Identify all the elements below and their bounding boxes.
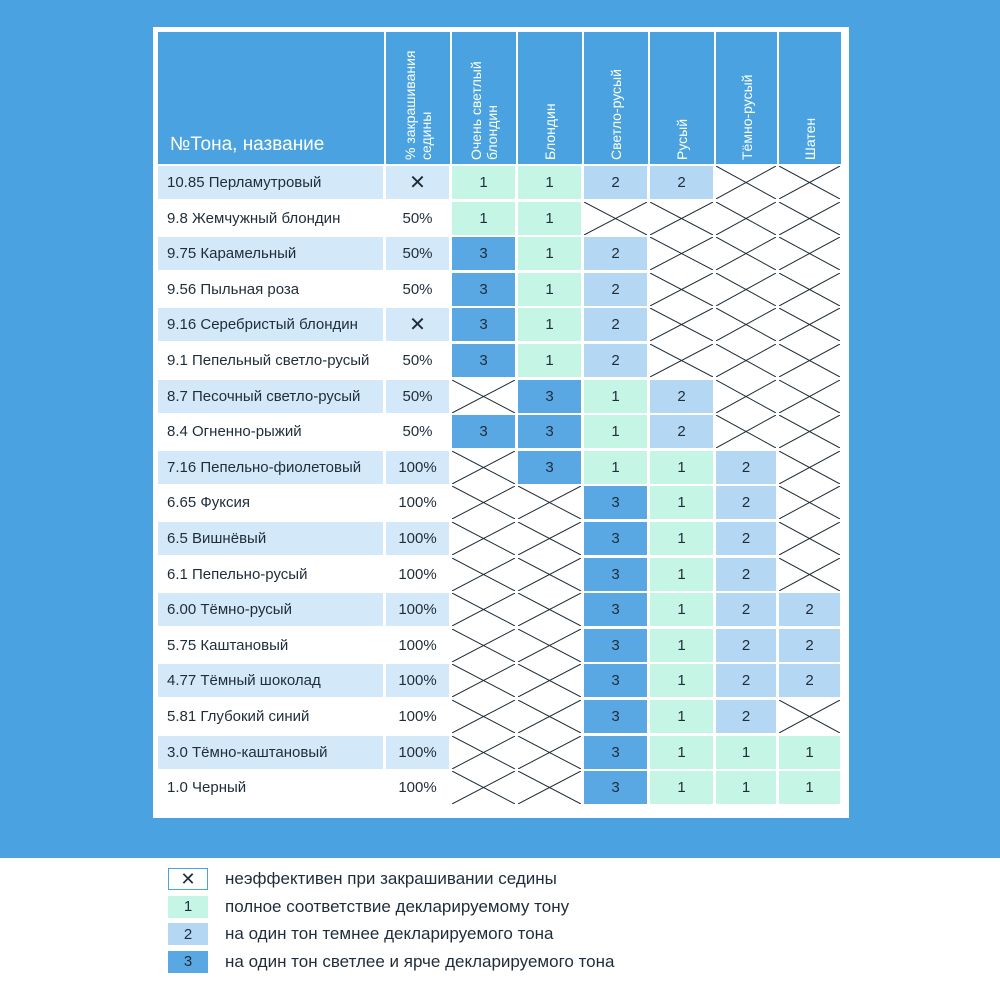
header-column-0 [386, 32, 450, 164]
not-applicable-cross-icon [779, 451, 840, 484]
not-applicable-cross-icon [650, 202, 713, 235]
value-cell: 3 [518, 451, 581, 484]
not-applicable-cross-icon [779, 486, 840, 519]
not-applicable-cross-icon [650, 308, 713, 341]
not-applicable-cross-icon [518, 664, 581, 697]
value-cell: 1 [716, 736, 776, 769]
row-name: 8.4 Огненно-рыжий [158, 415, 383, 448]
header-column-label: % закрашивания седины [402, 50, 434, 160]
not-applicable-cross-icon [716, 202, 776, 235]
value-cell: 3 [584, 771, 647, 804]
value-cell: 3 [518, 415, 581, 448]
row-gray-coverage: 50% [386, 202, 449, 235]
row-name: 9.75 Карамельный [158, 237, 383, 270]
shade-table [153, 27, 849, 818]
not-applicable-cross-icon [779, 700, 840, 733]
value-cell: 3 [452, 273, 515, 306]
row-gray-coverage: ✕ [386, 308, 449, 341]
row-gray-coverage: 100% [386, 771, 449, 804]
not-applicable-cross-icon [518, 522, 581, 555]
row-name: 6.5 Вишнёвый [158, 522, 383, 555]
legend-cross-icon: ✕ [168, 868, 208, 890]
value-cell: 3 [452, 308, 515, 341]
not-applicable-cross-icon [716, 308, 776, 341]
legend-text: полное соответствие декларируемому тону [225, 896, 570, 916]
header-column-1 [452, 32, 516, 164]
not-applicable-cross-icon [452, 629, 515, 662]
header-column-label: Тёмно-русый [738, 74, 755, 160]
row-name: 6.1 Пепельно-русый [158, 558, 383, 591]
value-cell: 1 [650, 486, 713, 519]
legend-item [168, 868, 768, 892]
value-cell: 1 [518, 202, 581, 235]
not-applicable-cross-icon [518, 593, 581, 626]
legend-item [168, 923, 768, 947]
value-cell: 1 [650, 736, 713, 769]
value-cell: 1 [650, 629, 713, 662]
not-applicable-cross-icon [518, 486, 581, 519]
not-applicable-cross-icon [518, 558, 581, 591]
row-gray-coverage: 100% [386, 700, 449, 733]
row-name: 8.7 Песочный светло-русый [158, 380, 383, 413]
header-column-label: Светло-русый [608, 69, 624, 160]
not-applicable-cross-icon [518, 629, 581, 662]
not-applicable-cross-icon [779, 522, 840, 555]
not-applicable-cross-icon [650, 273, 713, 306]
row-name: 5.75 Каштановый [158, 629, 383, 662]
value-cell: 2 [716, 629, 776, 662]
value-cell: 1 [518, 166, 581, 199]
value-cell: 2 [650, 380, 713, 413]
value-cell: 3 [584, 700, 647, 733]
not-applicable-cross-icon [716, 380, 776, 413]
not-applicable-cross-icon [779, 237, 840, 270]
value-cell: 2 [584, 344, 647, 377]
row-name: 10.85 Перламутровый [158, 166, 383, 199]
not-applicable-cross-icon [452, 593, 515, 626]
value-cell: 1 [779, 736, 840, 769]
row-gray-coverage: 100% [386, 664, 449, 697]
not-applicable-cross-icon [779, 380, 840, 413]
value-cell: 2 [716, 700, 776, 733]
row-name: 5.81 Глубокий синий [158, 700, 383, 733]
not-applicable-cross-icon [779, 273, 840, 306]
legend-text: на один тон светлее и ярче декларируемого тона [225, 951, 615, 971]
value-cell: 3 [584, 558, 647, 591]
value-cell: 3 [584, 664, 647, 697]
value-cell: 1 [518, 273, 581, 306]
row-name: 9.16 Серебристый блондин [158, 308, 383, 341]
header-column-3 [584, 32, 648, 164]
header-column-2 [518, 32, 582, 164]
row-name: 6.00 Тёмно-русый [158, 593, 383, 626]
value-cell: 1 [650, 593, 713, 626]
value-cell: 2 [584, 166, 647, 199]
not-applicable-cross-icon [518, 700, 581, 733]
not-applicable-cross-icon [452, 451, 515, 484]
value-cell: 1 [650, 664, 713, 697]
row-name: 6.65 Фуксия [158, 486, 383, 519]
value-cell: 1 [584, 415, 647, 448]
value-cell: 2 [584, 273, 647, 306]
value-cell: 1 [650, 771, 713, 804]
value-cell: 1 [452, 202, 515, 235]
row-gray-coverage: 50% [386, 273, 449, 306]
not-applicable-cross-icon [452, 771, 515, 804]
value-cell: 2 [584, 237, 647, 270]
row-gray-coverage: 100% [386, 558, 449, 591]
value-cell: 2 [716, 486, 776, 519]
row-gray-coverage: ✕ [386, 166, 449, 199]
not-applicable-cross-icon [716, 237, 776, 270]
value-cell: 3 [584, 486, 647, 519]
not-applicable-cross-icon [779, 308, 840, 341]
value-cell: 2 [716, 593, 776, 626]
not-applicable-cross-icon [452, 664, 515, 697]
value-cell: 1 [584, 451, 647, 484]
not-applicable-cross-icon [716, 166, 776, 199]
value-cell: 1 [584, 380, 647, 413]
legend-text: неэффективен при закрашивании седины [225, 869, 557, 888]
value-cell: 1 [650, 522, 713, 555]
value-cell: 2 [779, 664, 840, 697]
legend-swatch-1: 1 [168, 896, 208, 918]
value-cell: 3 [584, 593, 647, 626]
not-applicable-cross-icon [452, 700, 515, 733]
value-cell: 1 [650, 558, 713, 591]
header-column-5 [716, 32, 777, 164]
header-column-4 [650, 32, 714, 164]
not-applicable-cross-icon [452, 522, 515, 555]
value-cell: 3 [452, 344, 515, 377]
value-cell: 3 [584, 629, 647, 662]
not-applicable-cross-icon [779, 166, 840, 199]
value-cell: 1 [518, 344, 581, 377]
value-cell: 2 [779, 593, 840, 626]
value-cell: 3 [518, 380, 581, 413]
row-gray-coverage: 100% [386, 593, 449, 626]
not-applicable-cross-icon [518, 736, 581, 769]
value-cell: 1 [650, 451, 713, 484]
row-name: 9.1 Пепельный светло-русый [158, 344, 383, 377]
value-cell: 2 [716, 558, 776, 591]
header-column-6 [779, 32, 841, 164]
not-applicable-cross-icon [452, 736, 515, 769]
row-name: 9.56 Пыльная роза [158, 273, 383, 306]
not-applicable-cross-icon [716, 273, 776, 306]
value-cell: 3 [452, 237, 515, 270]
legend-item [168, 896, 768, 920]
row-gray-coverage: 50% [386, 344, 449, 377]
value-cell: 1 [518, 308, 581, 341]
value-cell: 2 [650, 415, 713, 448]
not-applicable-cross-icon [518, 771, 581, 804]
value-cell: 1 [779, 771, 840, 804]
header-column-label: Блондин [542, 103, 558, 160]
not-applicable-cross-icon [452, 380, 515, 413]
not-applicable-cross-icon [779, 558, 840, 591]
legend-swatch-3: 3 [168, 951, 208, 973]
not-applicable-cross-icon [584, 202, 647, 235]
value-cell: 1 [650, 700, 713, 733]
value-cell: 2 [779, 629, 840, 662]
not-applicable-cross-icon [779, 344, 840, 377]
not-applicable-cross-icon [779, 415, 840, 448]
not-applicable-cross-icon [452, 558, 515, 591]
legend-swatch-2: 2 [168, 923, 208, 945]
header-name-column: №Тона, название [158, 32, 384, 164]
value-cell: 2 [716, 522, 776, 555]
header-column-label: Русый [674, 118, 690, 160]
row-gray-coverage: 50% [386, 237, 449, 270]
value-cell: 3 [452, 415, 515, 448]
row-name: 1.0 Черный [158, 771, 383, 804]
value-cell: 2 [650, 166, 713, 199]
value-cell: 1 [452, 166, 515, 199]
header-column-label: Шатен [802, 117, 818, 160]
row-gray-coverage: 100% [386, 486, 449, 519]
not-applicable-cross-icon [716, 415, 776, 448]
legend-text: на один тон темнее декларируемого тона [225, 924, 554, 943]
value-cell: 2 [716, 664, 776, 697]
row-gray-coverage: 50% [386, 380, 449, 413]
row-name: 4.77 Тёмный шоколад [158, 664, 383, 697]
value-cell: 2 [584, 308, 647, 341]
legend-item [168, 951, 768, 975]
row-gray-coverage: 100% [386, 629, 449, 662]
not-applicable-cross-icon [650, 237, 713, 270]
row-gray-coverage: 100% [386, 736, 449, 769]
value-cell: 1 [716, 771, 776, 804]
value-cell: 2 [716, 451, 776, 484]
value-cell: 3 [584, 522, 647, 555]
not-applicable-cross-icon [779, 202, 840, 235]
not-applicable-cross-icon [452, 486, 515, 519]
header-column-label: Очень светлый блондин [468, 61, 500, 160]
row-gray-coverage: 100% [386, 451, 449, 484]
not-applicable-cross-icon [650, 344, 713, 377]
row-name: 3.0 Тёмно-каштановый [158, 736, 383, 769]
value-cell: 3 [584, 736, 647, 769]
row-gray-coverage: 100% [386, 522, 449, 555]
not-applicable-cross-icon [716, 344, 776, 377]
row-name: 9.8 Жемчужный блондин [158, 202, 383, 235]
value-cell: 1 [518, 237, 581, 270]
row-name: 7.16 Пепельно-фиолетовый [158, 451, 383, 484]
row-gray-coverage: 50% [386, 415, 449, 448]
